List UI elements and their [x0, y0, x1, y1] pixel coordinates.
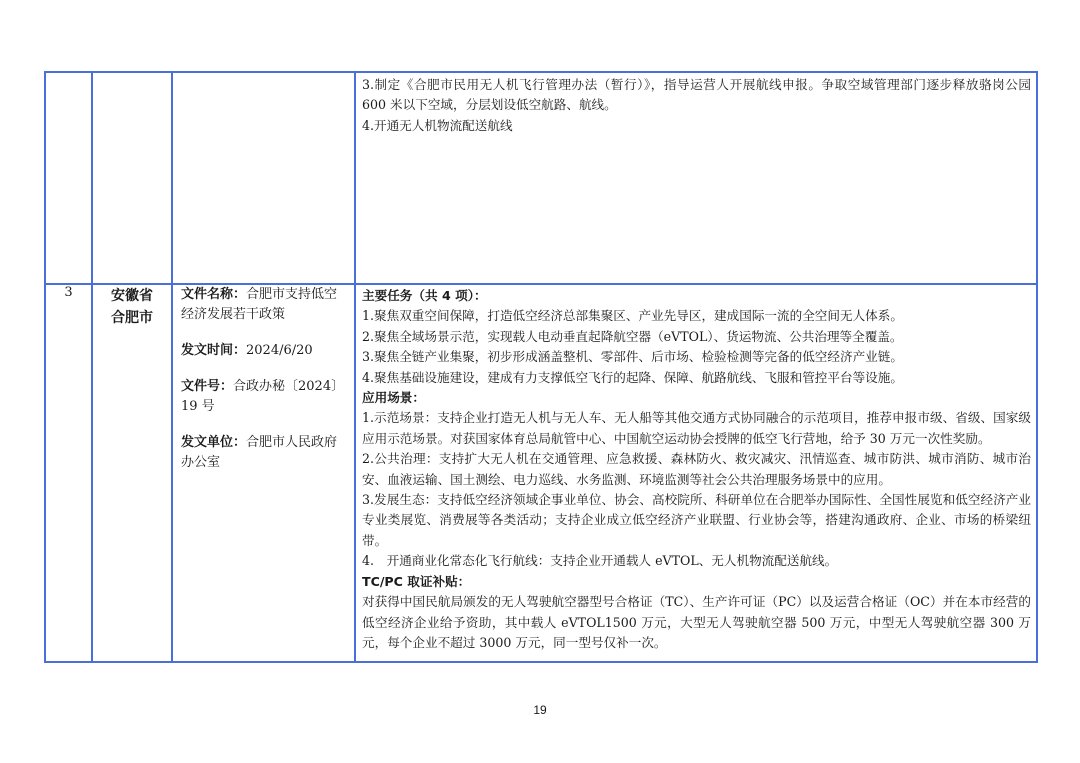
page-number: 19: [533, 703, 547, 717]
number-cell: 3: [45, 284, 92, 662]
content-line: 3.制定《合肥市民用无人机飞行管理办法（暂行）》，指导运营人开展航线申报。争取空域管理部门逐步释放骆岗公园 600 米以下空域，分层划设低空航路、航线。: [362, 77, 1031, 113]
city-label: 合肥市: [111, 310, 153, 326]
tcpc-text: 对获得中国民航局颁发的无人驾驶航空器型号合格证（TC）、生产许可证（PC）以及运营合格证（OC）并在本市经营的低空经济企业给予资助，其中载人 eVTOL1500 万元，大型无人驾驶航空器 500 万元，中型无人驾驶航空器 300 万元，每个企业不超过 3000 万元，同一型号仅补一次。: [362, 594, 1031, 650]
task-item: 2.聚焦全域场景示范，实现载人电动垂直起降航空器（eVTOL）、货运物流、公共治理等全覆盖。: [362, 328, 903, 344]
content-cell: [355, 72, 1037, 284]
scene-item: 1.示范场景：支持企业打造无人机与无人车、无人船等其他交通方式协同融合的示范项目，推荐申报市级、省级、国家级应用示范场景。对获国家体育总局航管中心、中国航空运动协会授牌的低空飞行营地，给予 30 万元一次性奖励。: [362, 410, 1031, 446]
scene-item: 4. 开通商业化常态化飞行航线：支持企业开通载人 eVTOL、无人机物流配送航线。: [362, 553, 838, 569]
document-info-cell: [172, 72, 355, 284]
section-heading-tasks: 主要任务（共 4 项）：: [362, 288, 487, 303]
doc-number-block: [181, 377, 348, 417]
province-label: 安徽省: [111, 288, 153, 304]
region-cell: [92, 284, 172, 662]
task-item: 4.聚焦基础设施建设，建成有力支撑低空飞行的起降、保障、航路航线、飞服和管控平台等设施。: [362, 369, 903, 385]
doc-name-label: 文件名称：: [181, 287, 247, 302]
region-cell: [92, 72, 172, 284]
table-row: [45, 72, 1037, 284]
issue-time-label: 发文时间：: [181, 343, 247, 358]
scene-item: 2.公共治理：支持扩大无人机在交通管理、应急救援、森林防火、救灾减灾、汛情巡查、城市防洪、城市消防、城市治安、血液运输、国土测绘、电力巡线、水务监测、环境监测等社会公共治理服务场景中的应用。: [362, 451, 1031, 487]
document-info-cell: [172, 284, 355, 662]
number-cell: [45, 72, 92, 284]
table-row: [45, 284, 1037, 662]
doc-name-value: 合肥市支持低空经济发展若干政策: [181, 287, 338, 322]
issuer-block: [181, 433, 348, 473]
issuer-value: 合肥市人民政府办公室: [181, 435, 338, 470]
section-heading-tcpc: TC/PC 取证补贴：: [362, 573, 471, 589]
task-item: 3.聚焦全链产业集聚，初步形成涵盖整机、零部件、后市场、检验检测等完备的低空经济产业链。: [362, 349, 903, 365]
policy-table: [44, 71, 1038, 663]
issuer-label: 发文单位：: [181, 435, 247, 450]
issue-time-block: [181, 341, 348, 361]
issue-time-value: 2024/6/20: [246, 343, 313, 358]
content-line: 4.开通无人机物流配送航线: [362, 117, 513, 133]
content-cell: [355, 284, 1037, 662]
section-heading-scenes: 应用场景：: [362, 390, 425, 406]
doc-number-label: 文件号：: [181, 379, 234, 394]
doc-name-block: [181, 285, 348, 325]
doc-number-value: 合政办秘〔2024〕19 号: [181, 379, 345, 414]
scene-item: 3.发展生态：支持低空经济领域企事业单位、协会、高校院所、科研单位在合肥举办国际性、全国性展览和低空经济产业专业类展览、消费展等各类活动；支持企业成立低空经济产业联盟、行业协会等，搭建沟通政府、企业、市场的桥梁纽带。: [362, 492, 1031, 548]
task-item: 1.聚焦双重空间保障，打造低空经济总部集聚区、产业先导区，建成国际一流的全空间无人体系。: [362, 308, 903, 324]
